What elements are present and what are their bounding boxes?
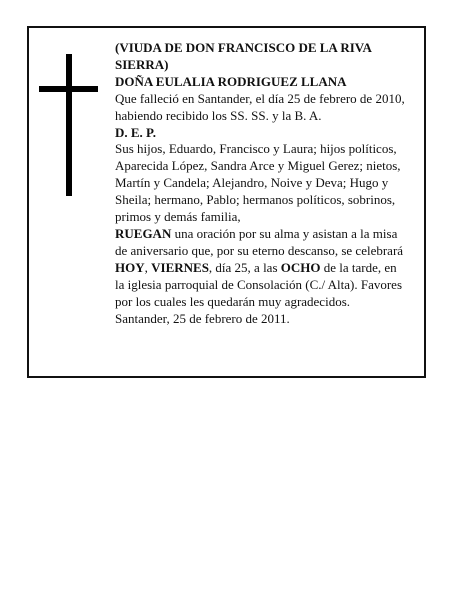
cross-horizontal-bar [39,86,98,92]
request-line-5: por los cuales les quedarán muy agradecidos. [115,293,351,309]
death-line-2: habiendo recibido los SS. SS. y la B. A. [115,107,322,123]
hoy-word: HOY [115,259,145,275]
dep-line: D. E. P. [115,124,157,140]
heading-line-2: SIERRA) [115,56,169,72]
family-line-3: Martín y Candela; Alejandro, Noive y Deva; Hugo y [115,175,389,191]
request-line-1-rest: una oración por su alma y asistan a la misa [171,225,398,241]
request-line-4: la iglesia parroquial de Consolación (C./ Alta). Favores [115,276,403,292]
ruegan-word: RUEGAN [115,225,172,241]
obituary-text [115,40,423,327]
request-line-3 [115,260,423,277]
request-line-1 [115,226,423,243]
family-line-1: Sus hijos, Eduardo, Francisco y Laura; hijos políticos, [115,141,397,157]
family-line-4: Sheila; hermano, Pablo; hermanos políticos, sobrinos, [115,192,396,208]
family-line-2: Aparecida López, Sandra Arce y Miguel Gerez; nietos, [115,158,401,174]
death-line-1: Que falleció en Santander, el día 25 de febrero de 2010, [115,90,405,106]
cross-vertical-bar [66,54,72,196]
heading-line-1: (VIUDA DE DON FRANCISCO DE LA RIVA [115,40,372,55]
closing-line: Santander, 25 de febrero de 2011. [115,310,290,326]
request-line-2: de aniversario que, por su eterno descanso, se celebrará [115,242,404,258]
request-line-3-mid: , día 25, a las [208,259,281,275]
request-comma: , [144,259,152,275]
obituary-notice [27,26,426,378]
viernes-word: VIERNES [151,259,209,275]
request-line-3-end: de la tarde, en [320,259,397,275]
ocho-word: OCHO [280,259,321,275]
family-line-5: primos y demás familia, [115,209,241,225]
deceased-name: DOÑA EULALIA RODRIGUEZ LLANA [115,73,347,89]
